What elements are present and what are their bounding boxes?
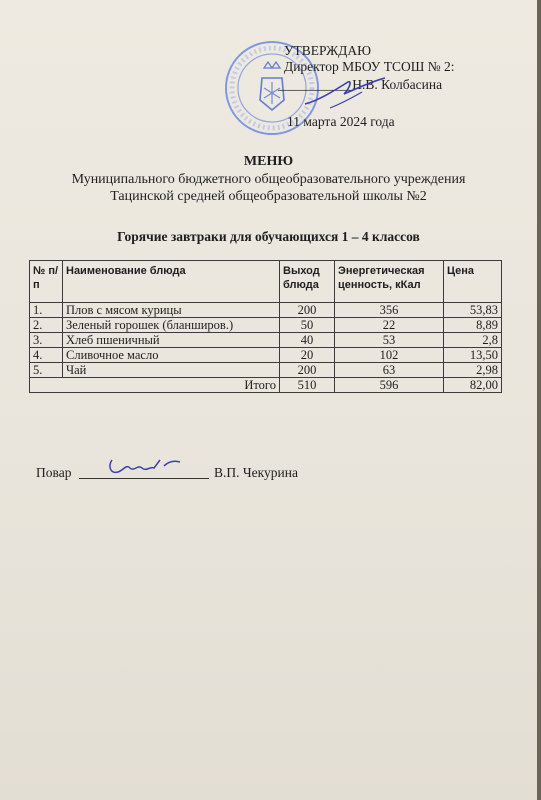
table-row	[30, 333, 502, 348]
table-total-row	[30, 378, 502, 393]
dish-energy: 356	[335, 303, 444, 318]
row-number: 3.	[30, 333, 63, 348]
table-header-row	[30, 261, 502, 303]
dish-name: Зеленый горошек (бланширов.)	[63, 318, 280, 333]
dish-yield: 200	[280, 363, 335, 378]
org-name-line1: Муниципального бюджетного общеобразовательного учреждения	[71, 172, 466, 187]
dish-energy: 53	[335, 333, 444, 348]
dish-yield: 40	[280, 333, 335, 348]
header-price: Цена	[444, 261, 502, 303]
cook-signature-icon	[104, 452, 184, 480]
cook-label: Повар	[36, 465, 72, 480]
table-row	[30, 348, 502, 363]
dish-name: Чай	[63, 363, 280, 378]
header-number: № п/п	[30, 261, 63, 303]
table-row	[30, 318, 502, 333]
row-number: 2.	[30, 318, 63, 333]
dish-price: 2,98	[444, 363, 502, 378]
total-yield: 510	[280, 378, 335, 393]
dish-price: 2,8	[444, 333, 502, 348]
dish-price: 8,89	[444, 318, 502, 333]
total-price: 82,00	[444, 378, 502, 393]
dish-name: Хлеб пшеничный	[63, 333, 280, 348]
table-row	[30, 303, 502, 318]
menu-table	[29, 260, 502, 393]
dish-price: 13,50	[444, 348, 502, 363]
menu-subtitle: Горячие завтраки для обучающихся 1 – 4 классов	[117, 229, 420, 244]
dish-energy: 102	[335, 348, 444, 363]
dish-energy: 63	[335, 363, 444, 378]
total-label: Итого	[30, 378, 280, 393]
org-name-line2: Тацинской средней общеобразовательной школы №2	[110, 189, 427, 204]
row-number: 5.	[30, 363, 63, 378]
dish-yield: 50	[280, 318, 335, 333]
header-yield: Выход блюда	[280, 261, 335, 303]
dish-yield: 200	[280, 303, 335, 318]
header-energy: Энергетическая ценность, кКал	[335, 261, 444, 303]
dish-price: 53,83	[444, 303, 502, 318]
approval-signature-line: ___________Н.В. Колбасина	[278, 77, 443, 92]
approval-date: 11 марта 2024 года	[287, 114, 395, 129]
header-dish-name: Наименование блюда	[63, 261, 280, 303]
dish-name: Сливочное масло	[63, 348, 280, 363]
dish-energy: 22	[335, 318, 444, 333]
row-number: 4.	[30, 348, 63, 363]
dish-name: Плов с мясом курицы	[63, 303, 280, 318]
approval-heading: УТВЕРЖДАЮ	[284, 43, 372, 58]
approval-position: Директор МБОУ ТСОШ № 2:	[284, 59, 455, 74]
document-title: МЕНЮ	[243, 154, 294, 169]
dish-yield: 20	[280, 348, 335, 363]
table-row	[30, 363, 502, 378]
director-signature-icon	[300, 72, 390, 112]
row-number: 1.	[30, 303, 63, 318]
total-energy: 596	[335, 378, 444, 393]
cook-name: В.П. Чекурина	[214, 465, 298, 480]
